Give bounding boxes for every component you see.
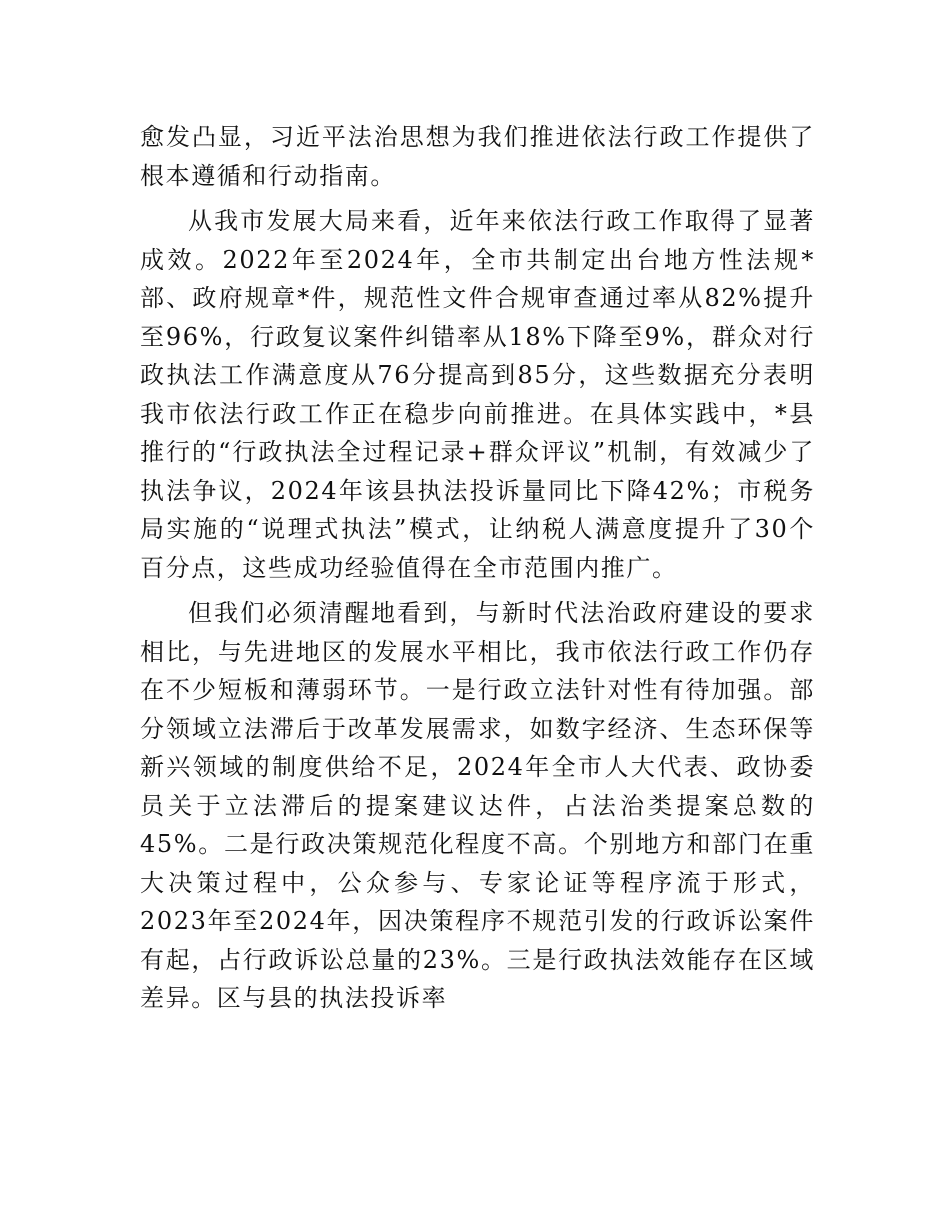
- paragraph-achievements: 从我市发展大局来看，近年来依法行政工作取得了显著成效。2022年至2024年，全市共制定出台地方性法规*部、政府规章*件，规范性文件合规审查通过率从82%提升至96%，行政复议案件纠错率从18%下降至9%，群众对行政执法工作满意度从76分提高到85分，这些数据充分表明我市依法行政工作正在稳步向前推进。在具体实践中，*县推行的“行政执法全过程记录+群众评议”机制，有效减少了执法争议，2024年该县执法投诉量同比下降42%；市税务局实施的“说理式执法”模式，让纳税人满意度提升了30个百分点，这些成功经验值得在全市范围内推广。: [140, 207, 815, 582]
- paragraph-shortcomings: 但我们必须清醒地看到，与新时代法治政府建设的要求相比，与先进地区的发展水平相比，我市依法行政工作仍存在不少短板和薄弱环节。一是行政立法针对性有待加强。部分领域立法滞后于改革发展需求，如数字经济、生态环保等新兴领域的制度供给不足，2024年全市人大代表、政协委员关于立法滞后的提案建议达件，占法治类提案总数的45%。二是行政决策规范化程度不高。个别地方和部门在重大决策过程中，公众参与、专家论证等程序流于形式，2023年至2024年，因决策程序不规范引发的行政诉讼案件有起，占行政诉讼总量的23%。三是行政执法效能存在区域差异。区与县的执法投诉率: [140, 599, 815, 1012]
- document-body: [140, 118, 815, 1018]
- paragraph-continuation: 愈发凸显，习近平法治思想为我们推进依法行政工作提供了根本遵循和行动指南。: [140, 123, 815, 190]
